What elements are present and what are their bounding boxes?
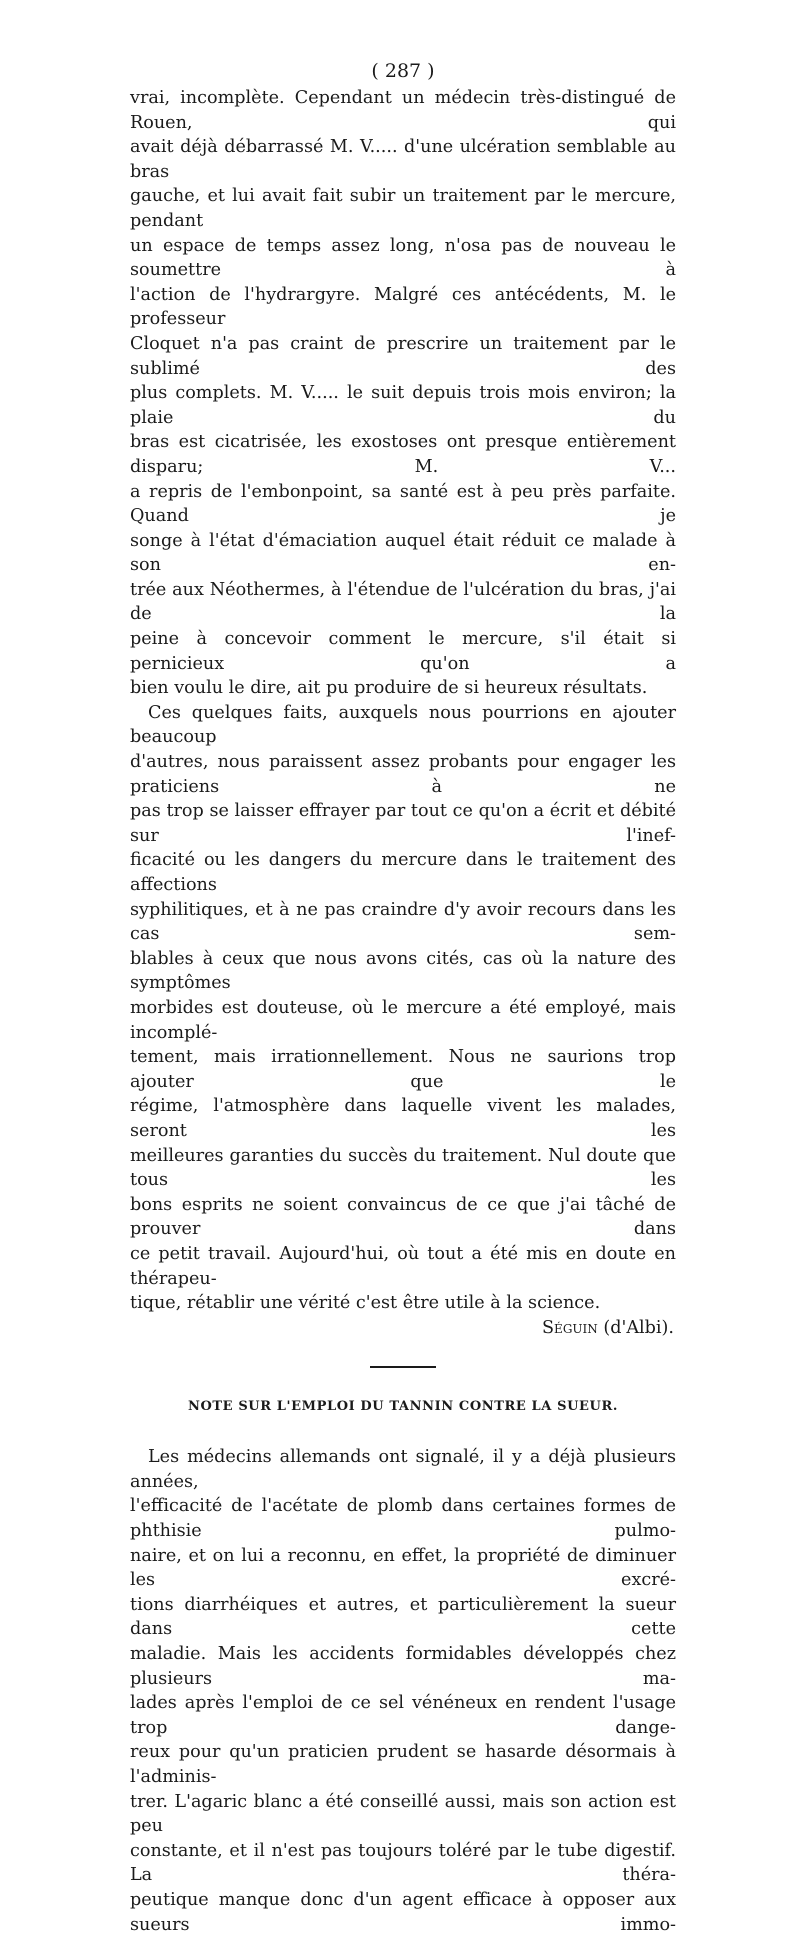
page-number: ( 287 ) [371,60,435,82]
text-line: meilleures garanties du succès du traitement. Nul doute que tous les [130,1145,676,1191]
text-line: trer. L'agaric blanc a été conseillé aussi, mais son action est peu [130,1791,676,1837]
text-line: tement, mais irrationnellement. Nous ne saurions trop ajouter que le [130,1047,676,1092]
text-line: pas trop se laisser effrayer par tout ce qu'on a écrit et débité sur l'inef- [130,801,676,846]
text-line: bras est cicatrisée, les exostoses ont presque entièrement disparu; M. V... [130,432,676,477]
book-page [130,58,676,1937]
text-line: syphilitiques, et à ne pas craindre d'y avoir recours dans les cas sem- [130,899,676,945]
author-name: Séguin [542,1317,598,1338]
text-line: l'action de l'hydrargyre. Malgré ces antécédents, M. le professeur [130,284,676,330]
text-line: bons esprits ne soient convaincus de ce que j'ai tâché de prouver dans [130,1194,676,1240]
text-line: gauche, et lui avait fait subir un traitement par le mercure, pendant [130,186,676,231]
text-line: tique, rétablir une vérité c'est être utile à la science. [130,1293,601,1314]
text-line: Ces quelques faits, auxquels nous pourrions en ajouter beaucoup [130,702,676,748]
text-line: peutique manque donc d'un agent efficace à opposer aux sueurs immo- [130,1889,676,1935]
text-line: maladie. Mais les accidents formidables développés chez plusieurs ma- [130,1644,676,1689]
text-line: vrai, incomplète. Cependant un médecin très-distingué de Rouen, qui [130,88,676,133]
paragraph-2 [130,701,676,1316]
text-line: reux pour qu'un praticien prudent se hasarde désormais à l'adminis- [130,1742,676,1787]
author-signature [130,1316,676,1341]
text-line: songe à l'état d'émaciation auquel était réduit ce malade à son en- [130,530,676,576]
text-line: Les médecins allemands ont signalé, il y a déjà plusieurs années, [130,1447,676,1492]
text-line: un espace de temps assez long, n'osa pas de nouveau le soumettre à [130,235,676,281]
text-line: l'efficacité de l'acétate de plomb dans certaines formes de phthisie pulmo- [130,1496,676,1542]
paragraph-3 [130,1445,676,1937]
author-place: (d'Albi). [597,1317,674,1338]
text-line: Cloquet n'a pas craint de prescrire un traitement par le sublimé des [130,333,676,379]
text-line: plus complets. M. V..... le suit depuis trois mois environ; la plaie du [130,383,676,428]
text-line: lades après l'emploi de ce sel vénéneux en rendent l'usage trop dange- [130,1693,676,1738]
section-divider [370,1366,436,1368]
text-line: régime, l'atmosphère dans laquelle vivent les malades, seront les [130,1096,676,1141]
text-line: d'autres, nous paraissent assez probants pour engager les praticiens à ne [130,752,676,797]
text-line: peine à concevoir comment le mercure, s'il était si pernicieux qu'on a [130,629,676,674]
text-line: trée aux Néothermes, à l'étendue de l'ulcération du bras, j'ai de la [130,579,676,625]
text-line: morbides est douteuse, où le mercure a été employé, mais incomplé- [130,997,676,1043]
section-title: NOTE SUR L'EMPLOI DU TANNIN CONTRE LA SUEUR. [188,1399,618,1415]
text-line: avait déjà débarrassé M. V..... d'une ulcération semblable au bras [130,137,676,182]
text-line: constante, et il n'est pas toujours toléré par le tube digestif. La théra- [130,1840,676,1886]
text-line: naire, et on lui a reconnu, en effet, la propriété de diminuer les excré- [130,1545,676,1591]
text-line: ficacité ou les dangers du mercure dans le traitement des affections [130,850,676,895]
paragraph-1 [130,86,676,701]
text-line: ce petit travail. Aujourd'hui, où tout a été mis en doute en thérapeu- [130,1243,676,1289]
text-line: tions diarrhéiques et autres, et particulièrement la sueur dans cette [130,1594,676,1640]
text-line: a repris de l'embonpoint, sa santé est à peu près parfaite. Quand je [130,481,676,527]
text-line: blables à ceux que nous avons cités, cas où la nature des symptômes [130,948,676,994]
text-line: bien voulu le dire, ait pu produire de si heureux résultats. [130,678,648,699]
